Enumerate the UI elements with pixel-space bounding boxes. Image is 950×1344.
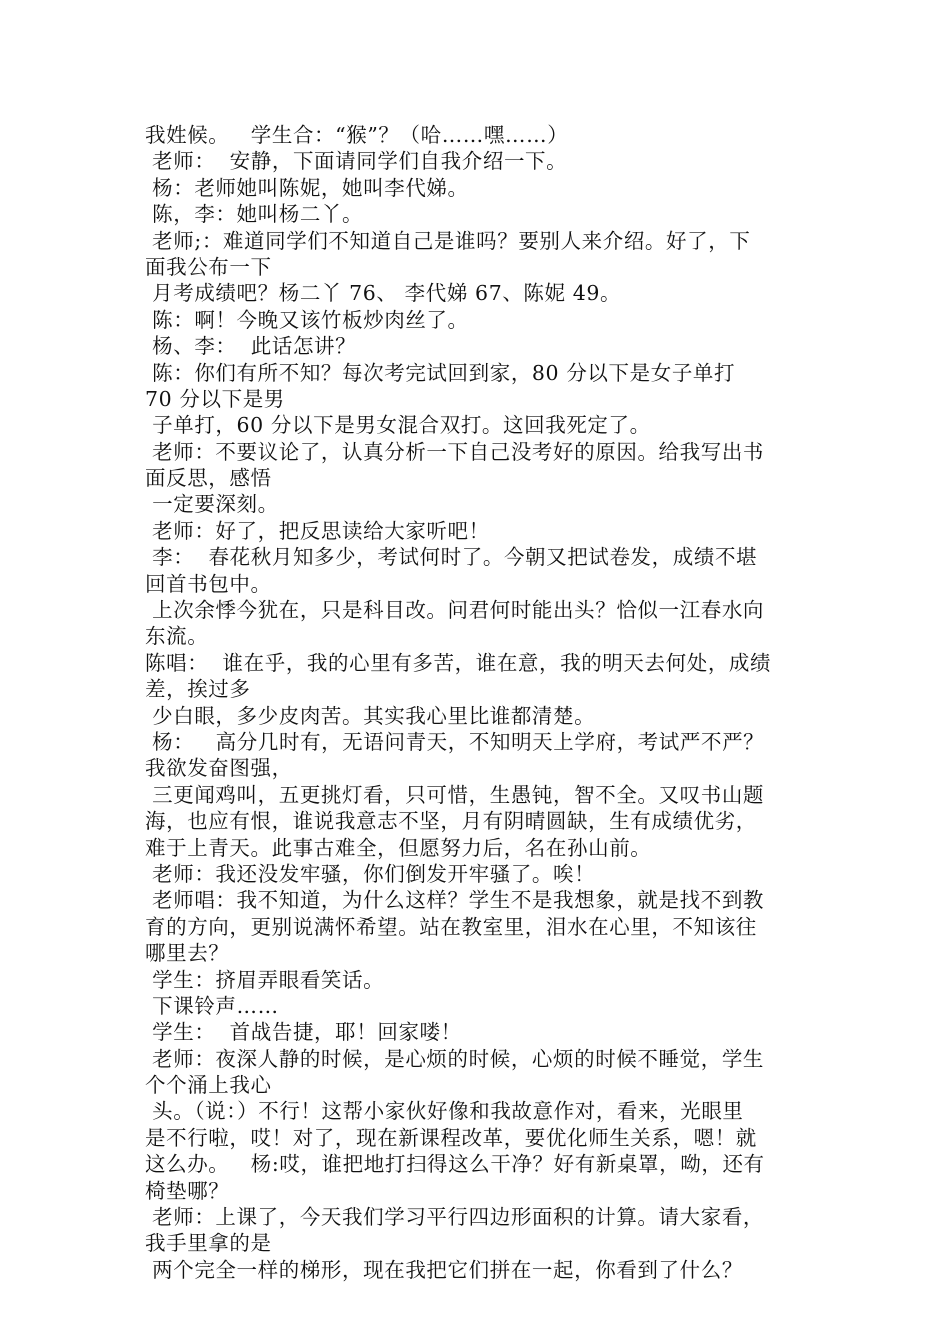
text-line: 哪里去？ [145,941,230,966]
text-line: 学生： 首战告捷，耶！回家喽！ [145,1020,462,1045]
text-line: 我姓候。 学生合：“猴”？（哈……嘿……） [145,123,569,147]
text-line: 面反思，感悟 [145,466,272,491]
text-line: 一定要深刻。 [145,492,279,517]
text-line: 差，挨过多 [145,677,251,702]
text-line: 70 分以下是男 [145,386,285,411]
text-line: 个个涌上我心 [145,1073,272,1098]
text-line: 杨： 高分几时有，无语问青天，不知明天上学府，考试严不严？ [145,729,765,754]
text-line: 难于上青天。此事古难全，但愿努力后，名在孙山前。 [145,835,652,860]
text-line: 这么办。 杨:哎，谁把地打扫得这么干净？好有新桌罩，呦，还有 [145,1152,765,1177]
text-line: 椅垫哪？ [145,1178,230,1203]
text-line: 回首书包中。 [145,571,272,596]
text-line: 面我公布一下 [145,254,272,279]
text-line: 学生：挤眉弄眼看笑话。 [145,967,385,992]
text-line: 杨、李： 此话怎讲？ [145,334,357,359]
text-line: 东流。 [145,624,209,649]
text-line: 上次余悸今犹在，只是科目改。问君何时能出头？恰似一江春水向 [145,598,765,623]
text-line: 下课铃声…… [145,993,279,1018]
text-line: 育的方向，更别说满怀希望。站在教室里，泪水在心里，不知该往 [145,914,757,939]
text-line: 两个完全一样的梯形，现在我把它们拼在一起，你看到了什么？ [145,1257,743,1282]
text-line: 陈：你们有所不知？每次考完试回到家，80 分以下是女子单打 [145,360,736,385]
text-line: 老师： 安静，下面请同学们自我介绍一下。 [145,149,568,174]
text-line: 老师唱：我不知道，为什么这样？学生不是我想象，就是找不到教 [145,888,765,913]
text-line: 海，也应有恨，谁说我意志不坚，月有阴晴圆缺，生有成绩优劣， [145,809,757,834]
text-line: 我欲发奋图强， [145,756,293,781]
text-line: 子单打，60 分以下是男女混合双打。这回我死定了。 [145,413,651,438]
text-line: 月考成绩吧？杨二丫 76、 李代娣 67、陈妮 49。 [145,281,622,306]
text-line: 我手里拿的是 [145,1231,272,1256]
text-line: 李： 春花秋月知多少，考试何时了。今朝又把试卷发，成绩不堪 [145,545,758,570]
text-line: 三更闻鸡叫，五更挑灯看，只可惜，生愚钝，智不全。又叹书山题 [145,782,765,807]
text-line: 老师;：难道同学们不知道自己是谁吗？要别人来介绍。好了，下 [145,228,751,253]
document-body [145,122,817,1283]
text-line: 老师：上课了，今天我们学习平行四边形面积的计算。请大家看， [145,1205,765,1230]
text-line: 是不行啦，哎！对了，现在新课程改革，要优化师生关系，嗯！就 [145,1125,757,1150]
text-line: 头。（说：）不行！这帮小家伙好像和我故意作对，看来，光眼里 [145,1099,744,1124]
text-line: 陈唱： 谁在乎，我的心里有多苦，谁在意，我的明天去何处，成绩 [145,650,772,675]
text-line: 老师：好了，把反思读给大家听吧！ [145,518,490,543]
text-line: 陈：啊！今晚又该竹板炒肉丝了。 [145,307,469,332]
text-line: 杨：老师她叫陈妮，她叫李代娣。 [145,175,469,200]
text-line: 老师：夜深人静的时候，是心烦的时候，心烦的时候不睡觉，学生 [145,1046,765,1071]
text-line: 少白眼，多少皮肉苦。其实我心里比谁都清楚。 [145,703,596,728]
text-line: 老师：不要议论了，认真分析一下自己没考好的原因。给我写出书 [145,439,765,464]
text-line: 陈，李：她叫杨二丫。 [145,202,364,227]
text-line: 老师：我还没发牢骚，你们倒发开牢骚了。唉！ [145,861,596,886]
